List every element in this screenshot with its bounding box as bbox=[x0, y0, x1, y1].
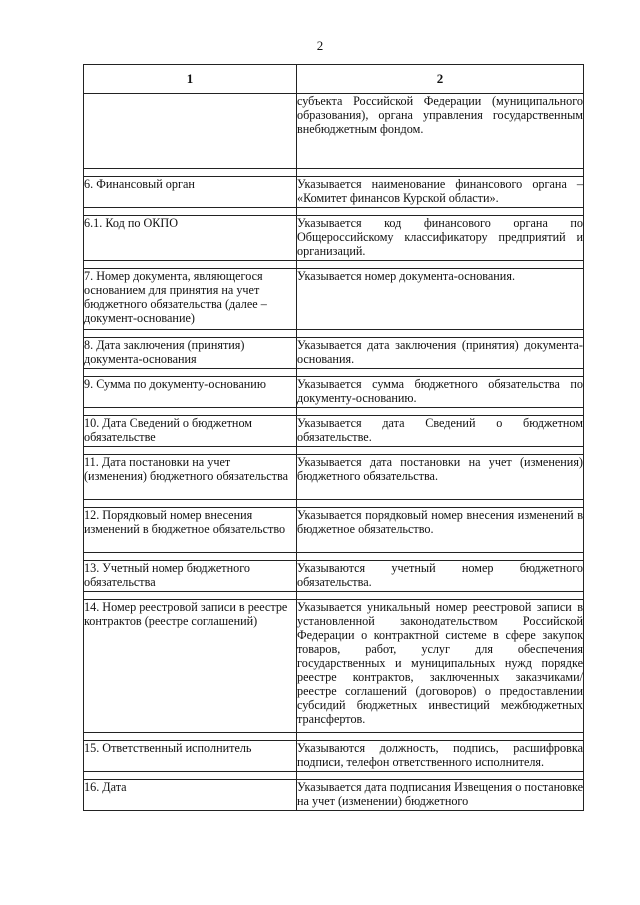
row-label: 6. Финансовый орган bbox=[84, 177, 297, 208]
table-row bbox=[84, 741, 584, 772]
row-label: 15. Ответственный исполнитель bbox=[84, 741, 297, 772]
row-description: Указываются учетный номер бюджетного обязательства. bbox=[297, 561, 584, 592]
table-row bbox=[84, 177, 584, 208]
row-description: Указывается код финансового органа по Общероссийскому классификатору предприятий и организаций. bbox=[297, 216, 584, 261]
table-row bbox=[84, 94, 584, 169]
row-label: 8. Дата заключения (принятия) документа-основания bbox=[84, 338, 297, 369]
header-col-1: 1 bbox=[84, 65, 297, 94]
row-description: Указывается уникальный номер реестровой записи в установленной законодательством Российской Федерации о контрактной системе в сфере закупок товаров, работ, услуг для обеспечения государственных и муниципальных нужд порядке реестре контрактов, заключенных заказчиками/реестре соглашений (договоров) о предоставлении субсидий бюджетных инвестиций межбюджетных трансфертов. bbox=[297, 600, 584, 733]
table-header-row bbox=[84, 65, 584, 94]
row-label: 9. Сумма по документу-основанию bbox=[84, 377, 297, 408]
table-row bbox=[84, 216, 584, 261]
row-label: 13. Учетный номер бюджетного обязательства bbox=[84, 561, 297, 592]
page-number: 2 bbox=[316, 38, 324, 53]
table-row bbox=[84, 455, 584, 500]
row-description: Указывается наименование финансового органа – «Комитет финансов Курской области». bbox=[297, 177, 584, 208]
row-label bbox=[84, 94, 297, 169]
row-description: Указывается дата постановки на учет (изменения) бюджетного обязательства. bbox=[297, 455, 584, 500]
table-row bbox=[84, 600, 584, 733]
header-col-2: 2 bbox=[297, 65, 584, 94]
instructions-table bbox=[83, 64, 584, 811]
row-description: Указывается дата Сведений о бюджетном обязательстве. bbox=[297, 416, 584, 447]
table-row bbox=[84, 338, 584, 369]
table-row bbox=[84, 377, 584, 408]
table-row bbox=[84, 269, 584, 330]
row-label: 10. Дата Сведений о бюджетном обязательстве bbox=[84, 416, 297, 447]
row-label: 6.1. Код по ОКПО bbox=[84, 216, 297, 261]
row-description: Указывается сумма бюджетного обязательства по документу-основанию. bbox=[297, 377, 584, 408]
row-label: 11. Дата постановки на учет (изменения) бюджетного обязательства bbox=[84, 455, 297, 500]
table-row bbox=[84, 508, 584, 553]
row-description: Указывается дата подписания Извещения о постановке на учет (изменении) бюджетного bbox=[297, 780, 584, 811]
row-label: 7. Номер документа, являющегося основанием для принятия на учет бюджетного обязательства (далее – документ-основание) bbox=[84, 269, 297, 330]
row-description: Указывается порядковый номер внесения изменений в бюджетное обязательство. bbox=[297, 508, 584, 553]
row-description: субъекта Российской Федерации (муниципального образования), органа управления государственным внебюджетным фондом. bbox=[297, 94, 584, 169]
table-row bbox=[84, 416, 584, 447]
table-row bbox=[84, 561, 584, 592]
row-label: 16. Дата bbox=[84, 780, 297, 811]
row-label: 12. Порядковый номер внесения изменений в бюджетное обязательство bbox=[84, 508, 297, 553]
row-description: Указывается номер документа-основания. bbox=[297, 269, 584, 330]
row-description: Указывается дата заключения (принятия) документа-основания. bbox=[297, 338, 584, 369]
row-description: Указываются должность, подпись, расшифровка подписи, телефон ответственного исполнителя. bbox=[297, 741, 584, 772]
table-row bbox=[84, 780, 584, 811]
row-label: 14. Номер реестровой записи в реестре контрактов (реестре соглашений) bbox=[84, 600, 297, 733]
